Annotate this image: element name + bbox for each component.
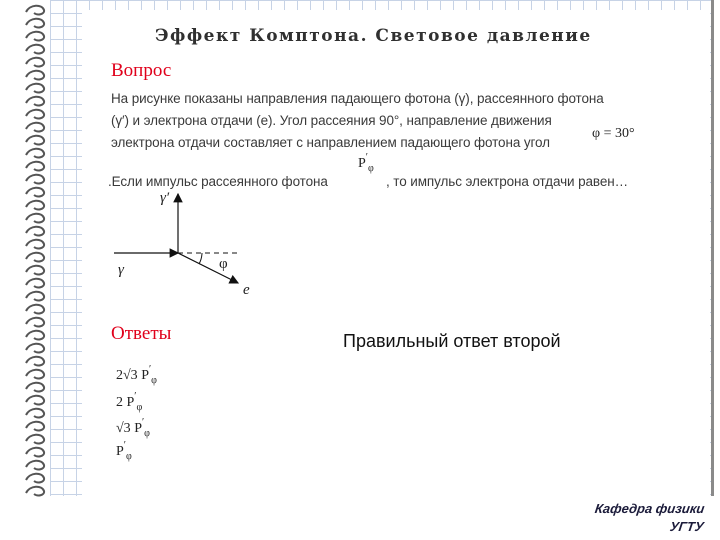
notebook-spiral (22, 0, 50, 496)
spiral-coil (26, 240, 44, 249)
spiral-coil (26, 253, 44, 262)
spiral-coil (26, 422, 44, 431)
incident-photon-label: γ (118, 262, 124, 278)
spiral-coil (26, 435, 44, 444)
spiral-coil (26, 266, 44, 275)
answer-option-3[interactable]: √3 $P'_\varphi$ (116, 417, 150, 439)
answer-option-4[interactable]: $P'_\varphi$ (116, 440, 132, 462)
angle-label: φ (219, 256, 228, 272)
momentum-symbol: P (358, 156, 366, 171)
recoil-electron-arrow (178, 253, 238, 283)
momentum-prime: ′ (365, 152, 368, 163)
question-heading: Вопрос (111, 60, 172, 81)
footer-department: Кафедра физики (593, 501, 706, 516)
spiral-coil (26, 149, 44, 158)
spiral-coil (26, 448, 44, 457)
scattered-photon-label: γ′ (160, 190, 170, 206)
question-line-2: (γ′) и электрона отдачи (e). Угол рассеяния 90°, направление движения (111, 113, 552, 128)
angle-formula: φ = 30° (592, 126, 635, 141)
question-line-4: .Если импульс рассеянного фотона (108, 174, 328, 189)
spiral-coil (26, 123, 44, 132)
spiral-coil (26, 162, 44, 171)
spiral-coil (26, 318, 44, 327)
momentum-formula (358, 152, 374, 174)
momentum-sub: φ (367, 162, 374, 174)
spiral-coil (26, 474, 44, 483)
answer-option-2[interactable]: 2 $P'_\varphi$ (116, 391, 143, 413)
spiral-coil (26, 292, 44, 301)
spiral-coil (26, 279, 44, 288)
electron-label: e (243, 282, 250, 298)
spiral-coil (26, 32, 44, 41)
spiral-coil (26, 357, 44, 366)
spiral-coil (26, 396, 44, 405)
spiral-coil (26, 344, 44, 353)
spiral-coil (26, 136, 44, 145)
angle-arc (199, 253, 202, 264)
footer-university: УГТУ (669, 519, 706, 534)
spiral-coil (26, 214, 44, 223)
answer-option-1[interactable]: 2√3 $P'_\varphi$ (116, 364, 157, 386)
spiral-coil (26, 331, 44, 340)
spiral-coil (26, 188, 44, 197)
spiral-coil (26, 19, 44, 28)
answers-heading: Ответы (111, 323, 172, 344)
spiral-coil (26, 383, 44, 392)
spiral-coil (26, 175, 44, 184)
question-line-5: , то импульс электрона отдачи равен… (386, 174, 628, 189)
question-line-1: На рисунке показаны направления падающего фотона (γ), рассеянного фотона (111, 91, 604, 106)
answer-coef: √3 (116, 421, 131, 436)
spiral-coil (26, 201, 44, 210)
answer-coef: 2 (116, 395, 123, 410)
spiral-coil (26, 71, 44, 80)
spiral-coil (26, 97, 44, 106)
answer-coef: 2√3 (116, 368, 138, 383)
spiral-coil (26, 409, 44, 418)
spiral-coil (26, 45, 44, 54)
spiral-coil (26, 84, 44, 93)
spiral-coil (26, 305, 44, 314)
correct-answer-note: Правильный ответ второй (343, 331, 561, 351)
spiral-coil (26, 6, 44, 15)
spiral-coil (26, 370, 44, 379)
spiral-coil (26, 110, 44, 119)
spiral-coil (26, 461, 44, 470)
spiral-coil (26, 227, 44, 236)
slide-title: Эффект Комптона. Световое давление (155, 26, 592, 46)
spiral-coil (26, 487, 44, 496)
spiral-coil (26, 58, 44, 67)
question-line-3: электрона отдачи составляет с направлением падающего фотона угол (111, 135, 550, 150)
